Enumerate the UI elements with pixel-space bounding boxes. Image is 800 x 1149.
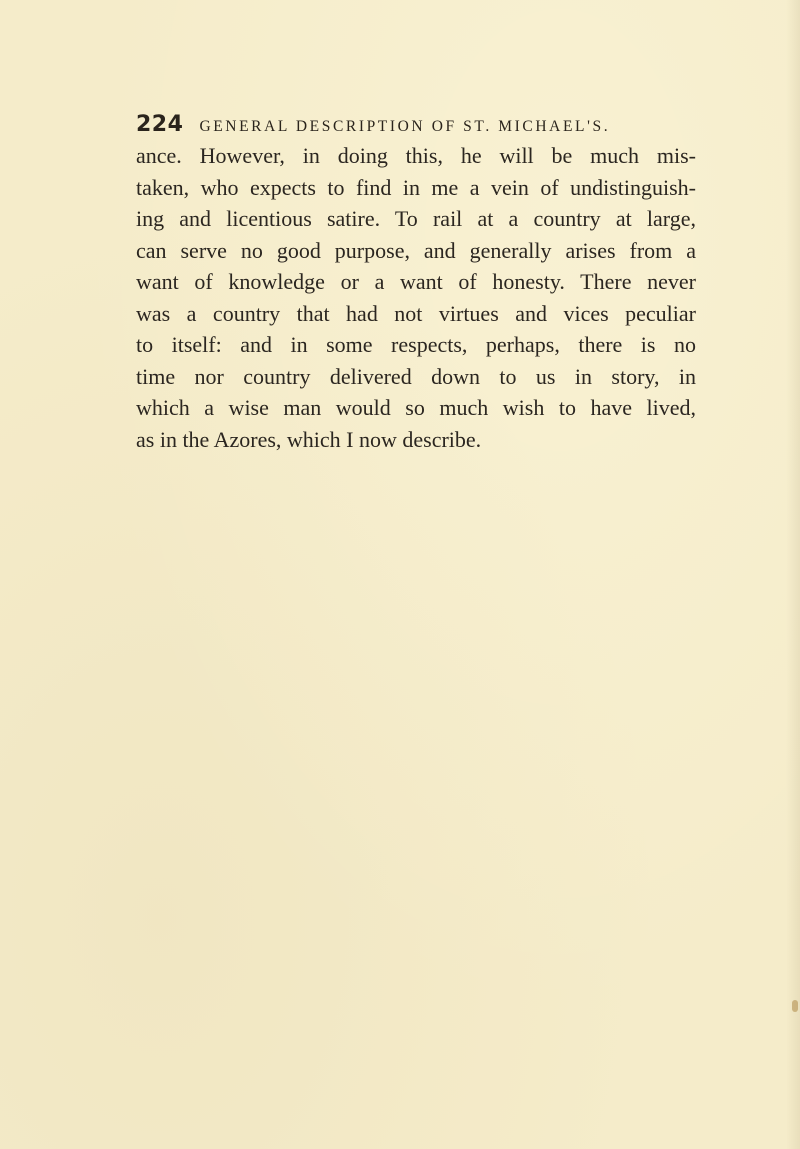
text-line: ing and licentious satire. To rail at a country at large, — [136, 206, 696, 231]
running-head-title: GENERAL DESCRIPTION OF ST. MICHAEL'S. — [199, 118, 611, 135]
body-paragraph — [136, 140, 696, 455]
text-line: can serve no good purpose, and generally arises from a — [136, 237, 696, 263]
text-line: which a wise man would so much wish to have lived, — [136, 395, 696, 420]
text-line: ance. However, in doing this, he will be much mis- — [136, 143, 696, 168]
text-line: to itself: and in some respects, perhaps, there is no — [136, 332, 696, 357]
text-line: as in the Azores, which I now describe. — [136, 426, 482, 452]
page-edge-shadow — [786, 0, 800, 1149]
running-head — [136, 112, 696, 142]
paper-stain — [792, 1000, 798, 1012]
text-line: time nor country delivered down to us in story, in — [136, 363, 696, 389]
page-number: 224 — [136, 112, 184, 137]
text-line: taken, who expects to find in me a vein of undistinguish- — [136, 174, 696, 200]
text-line: want of knowledge or a want of honesty. There never — [136, 269, 696, 294]
text-line: was a country that had not virtues and vices peculiar — [136, 300, 696, 326]
